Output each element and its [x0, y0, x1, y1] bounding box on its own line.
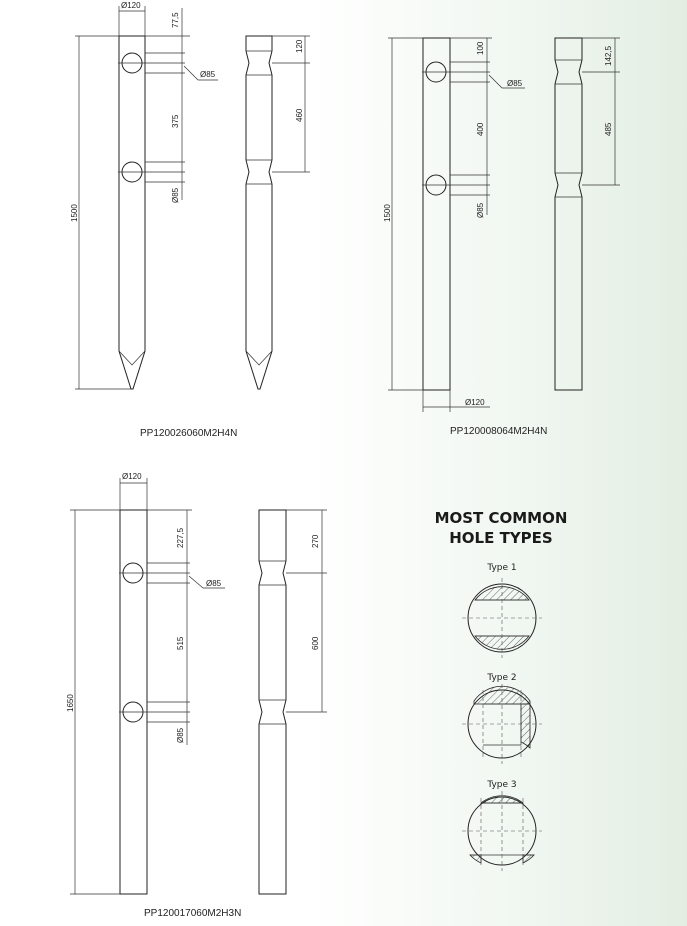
dim-hole-diameter-top: Ø85	[507, 79, 523, 88]
drawing-pp120026060	[70, 1, 310, 439]
dim-length: 1650	[66, 694, 75, 712]
dim-length: 1500	[70, 204, 79, 222]
dim-top-offset: 100	[476, 41, 485, 55]
dim-hole-diameter-bottom: Ø85	[476, 202, 485, 218]
pole-front-view	[119, 36, 145, 389]
hole-type-label: Type 1	[487, 563, 517, 573]
dim-hole-diameter-bottom: Ø85	[171, 187, 180, 203]
dim-diameter: Ø120	[122, 472, 142, 481]
side-dim-spacing: 485	[604, 122, 613, 136]
side-dim-spacing: 460	[295, 108, 304, 122]
hole-type-2-diagram	[462, 673, 542, 764]
dim-top-offset: 227,5	[176, 527, 185, 548]
dim-diameter: Ø120	[465, 398, 485, 407]
dim-length: 1500	[383, 204, 392, 222]
side-dim-top: 142,5	[604, 45, 613, 66]
hole-types-section	[435, 509, 568, 871]
part-number: PP120008064M2H4N	[450, 426, 548, 437]
drawing-pp120008064	[383, 38, 620, 437]
dim-hole-spacing: 375	[171, 114, 180, 128]
hole-type-1-diagram	[462, 563, 542, 658]
side-dim-spacing: 600	[311, 636, 320, 650]
part-number: PP120017060M2H3N	[144, 908, 242, 919]
dim-hole-diameter-top: Ø85	[200, 70, 216, 79]
hole-type-3-diagram	[462, 780, 542, 871]
dim-hole-spacing: 515	[176, 636, 185, 650]
dim-top-offset: 77,5	[171, 12, 180, 28]
dim-diameter: Ø120	[121, 1, 141, 10]
side-dim-top: 270	[311, 534, 320, 548]
pole-side-view	[259, 510, 286, 894]
section-heading-line2: HOLE TYPES	[449, 529, 553, 547]
dim-hole-diameter-bottom: Ø85	[176, 727, 185, 743]
drawing-pp120017060	[66, 472, 327, 919]
pole-side-view	[246, 36, 272, 389]
section-heading-line1: MOST COMMON	[434, 509, 568, 527]
dim-hole-diameter-top: Ø85	[206, 579, 222, 588]
part-number: PP120026060M2H4N	[140, 428, 238, 439]
hole-type-label: Type 3	[487, 780, 517, 790]
pole-side-view	[555, 38, 582, 390]
dim-hole-spacing: 400	[476, 122, 485, 136]
side-dim-top: 120	[295, 39, 304, 53]
pole-front-view	[423, 38, 450, 390]
hole-type-label: Type 2	[487, 673, 517, 683]
